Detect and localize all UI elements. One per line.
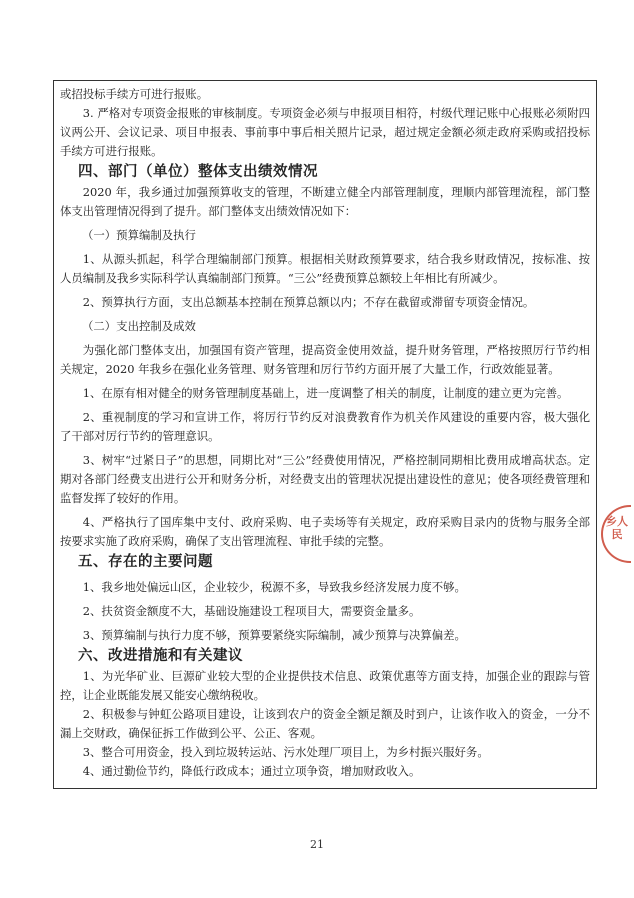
subheading-control: （二）支出控制及成效 (82, 319, 196, 333)
heading-section-6: 六、改进措施和有关建议 (78, 647, 243, 664)
paragraph-budget-1: 1、从源头抓起，科学合理编制部门预算。根据相关财政预算要求，结合我乡财政情况，按标准、按人员编制及我乡实际科学认真编制部门预算。“三公”经费预算总额较上年相比有所减少。 (60, 252, 590, 285)
paragraph-audit-system: 3. 严格对专项资金报账的审核制度。专项资金必须与申报项目相符，村级代理记账中心报账必须附四议两公开、会议记录、项目申报表、事前事中事后相关照片记录，超过规定金额必须走政府采购或招投标手续方可进行报账。 (60, 106, 590, 158)
content-frame (53, 80, 597, 789)
heading-section-4: 四、部门（单位）整体支出绩效情况 (78, 163, 318, 180)
paragraph-overall-performance: 2020 年，我乡通过加强预算收支的管理，不断建立健全内部管理制度，理顺内部管理流程，部门整体支出管理情况得到了提升。部门整体支出绩效情况如下： (60, 185, 590, 218)
paragraph-control-4: 4、严格执行了国库集中支付、政府采购、电子卖场等有关规定，政府采购目录内的货物与服务全部按要求实施了政府采购，确保了支出管理流程、审批手续的完整。 (60, 515, 590, 548)
document-body (54, 81, 596, 781)
paragraph-suggestion-3: 3、整合可用资金，投入到垃圾转运站、污水处理厂项目上，为乡村振兴服好务。 (82, 745, 489, 759)
paragraph-control-2: 2、重视制度的学习和宣讲工作，将厉行节约反对浪费教育作为机关作风建设的重要内容，极大强化了干部对厉行节约的管理意识。 (60, 410, 590, 443)
paragraph-suggestion-2: 2、积极参与钟虹公路项目建设，让该到农户的资金全额足额及时到户，让该作收入的资金，一分不漏上交财政，确保征拆工作做到公平、公正、客观。 (60, 707, 590, 740)
official-seal-fragment: 乡人民 (601, 505, 631, 563)
paragraph-control-1: 1、在原有相对健全的财务管理制度基础上，进一度调整了相关的制度，让制度的建立更为完善。 (82, 386, 569, 400)
page-number: 21 (310, 838, 324, 851)
paragraph-problem-1: 1、我乡地处偏远山区，企业较少，税源不多，导致我乡经济发展力度不够。 (82, 580, 466, 594)
subheading-budget: （一）预算编制及执行 (82, 228, 196, 242)
paragraph-continuation: 或招投标手续方可进行报账。 (60, 87, 209, 101)
paragraph-suggestion-4: 4、通过勤俭节约，降低行政成本；通过立项争资，增加财政收入。 (82, 764, 421, 778)
paragraph-problem-3: 3、预算编制与执行力度不够，预算要紧绕实际编制，减少预算与决算偏差。 (82, 628, 466, 642)
paragraph-problem-2: 2、扶贫资金额度不大，基础设施建设工程项目大，需要资金量多。 (82, 604, 421, 618)
heading-section-5: 五、存在的主要问题 (78, 553, 213, 570)
paragraph-control-intro: 为强化部门整体支出，加强国有资产管理，提高资金使用效益，提升财务管理，严格按照厉行节约相关规定，2020 年我乡在强化业务管理、财务管理和厉行节约方面开展了大量工作，行政效能显著。 (60, 343, 590, 376)
paragraph-budget-2: 2、预算执行方面，支出总额基本控制在预算总额以内；不存在截留或滞留专项资金情况。 (82, 295, 535, 309)
paragraph-control-3: 3、树牢“过紧日子”的思想，同期比对“三公”经费使用情况，严格控制同期相比费用成增高状态。定期对各部门经费支出进行公开和财务分析，对经费支出的管理状况提出建设性的意见；使各项经费管理和监督发挥了较好的作用。 (60, 453, 590, 505)
paragraph-suggestion-1: 1、为光华矿业、巨源矿业较大型的企业提供技术信息、政策优惠等方面支持，加强企业的跟踪与管控，让企业既能发展又能安心缴纳税收。 (60, 669, 590, 702)
